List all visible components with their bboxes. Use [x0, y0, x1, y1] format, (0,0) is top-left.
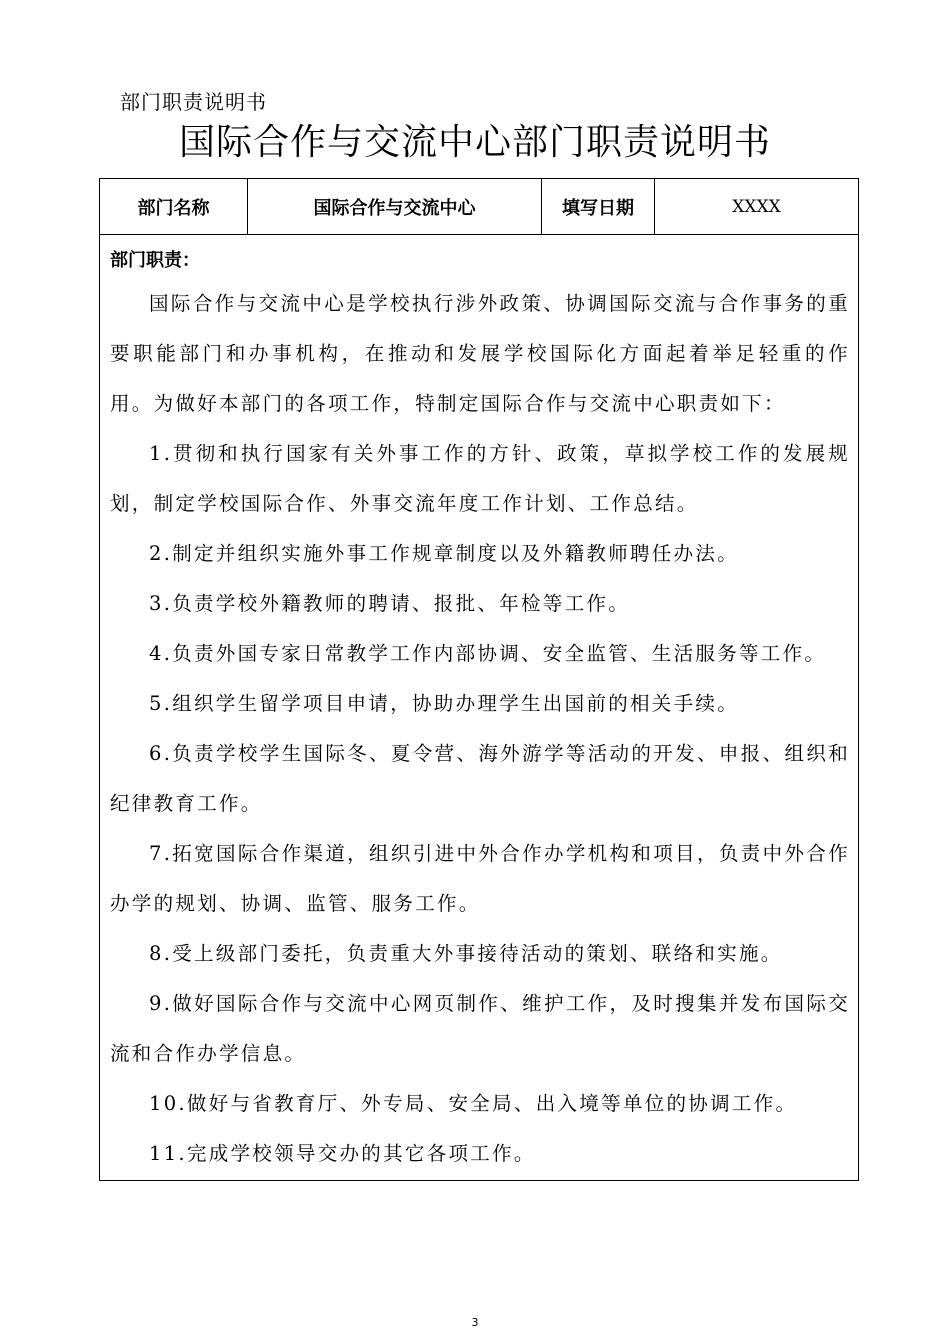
- page-number: 3: [471, 1316, 479, 1329]
- responsibility-item-8: 8.受上级部门委托，负责重大外事接待活动的策划、联络和实施。: [149, 942, 783, 965]
- responsibility-item-9: 9.做好国际合作与交流中心网页制作、维护工作，及时搜集并发布国际交流和合作办学信息。: [110, 992, 850, 1065]
- responsibilities-label: 部门职责：: [110, 250, 200, 271]
- document-type-label: 部门职责说明书: [120, 90, 267, 114]
- fill-date-value: XXXX: [732, 196, 781, 217]
- responsibility-item-4: 4.负责外国专家日常教学工作内部协调、安全监管、生活服务等工作。: [149, 642, 827, 665]
- responsibility-item-10: 10.做好与省教育厅、外专局、安全局、出入境等单位的协调工作。: [149, 1092, 798, 1115]
- responsibilities-intro: 国际合作与交流中心是学校执行涉外政策、协调国际交流与合作事务的重要职能部门和办事机构，在推动和发展学校国际化方面起着举足轻重的作用。为做好本部门的各项工作，特制定国际合作与交流中心职责如下：: [110, 292, 850, 415]
- responsibility-item-3: 3.负责学校外籍教师的聘请、报批、年检等工作。: [149, 592, 631, 615]
- responsibilities-section: [110, 235, 850, 1179]
- fill-date-label: 填写日期: [542, 179, 655, 234]
- responsibility-item-5: 5.组织学生留学项目申请，协助办理学生出国前的相关手续。: [149, 692, 740, 715]
- document-title: 国际合作与交流中心部门职责说明书: [178, 122, 771, 163]
- responsibility-item-1: 1.贯彻和执行国家有关外事工作的方针、政策，草拟学校工作的发展规划，制定学校国际合作、外事交流年度工作计划、工作总结。: [110, 442, 850, 515]
- responsibility-item-2: 2.制定并组织实施外事工作规章制度以及外籍教师聘任办法。: [149, 542, 740, 565]
- dept-name-label: 部门名称: [100, 179, 248, 234]
- responsibility-form-table: [99, 178, 859, 1181]
- responsibility-item-7: 7.拓宽国际合作渠道，组织引进中外合作办学机构和项目，负责中外合作办学的规划、协调、监管、服务工作。: [110, 842, 850, 915]
- responsibility-item-6: 6.负责学校学生国际冬、夏令营、海外游学等活动的开发、申报、组织和纪律教育工作。: [110, 742, 850, 815]
- responsibility-item-11: 11.完成学校领导交办的其它各项工作。: [149, 1142, 536, 1165]
- dept-name-value: 国际合作与交流中心: [248, 179, 542, 234]
- table-header-row: [100, 179, 858, 235]
